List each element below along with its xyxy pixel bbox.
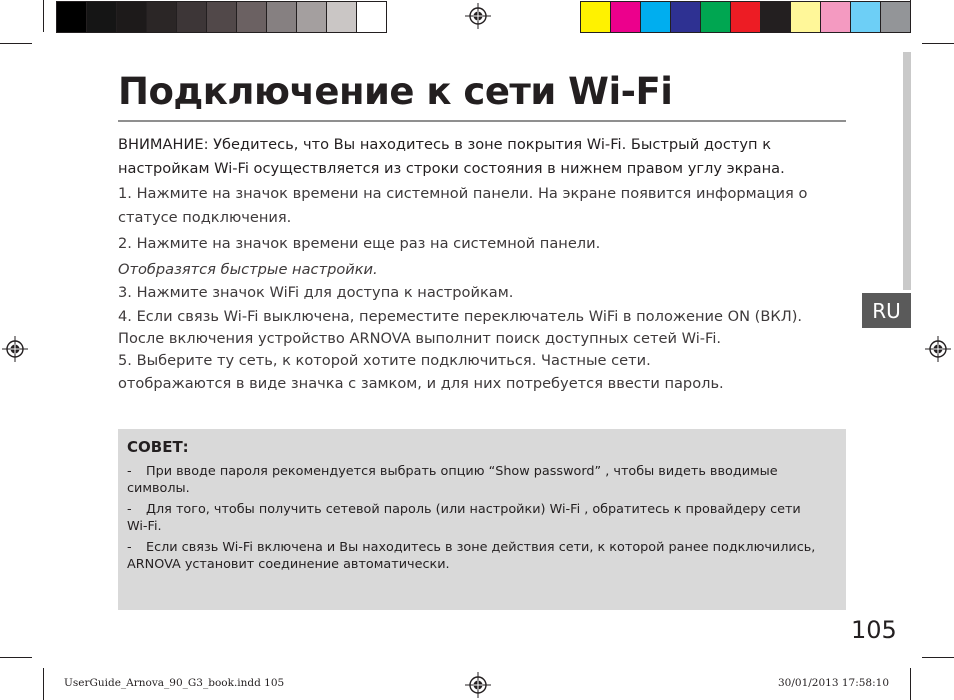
color-swatch [357, 2, 386, 32]
registration-mark-icon [925, 336, 951, 362]
crop-mark [910, 0, 911, 32]
step-1-line-2: статусе подключения. [118, 209, 292, 226]
color-swatch [821, 2, 851, 32]
color-swatch [881, 2, 910, 32]
page-number: 105 [851, 616, 897, 644]
warning-line-2: настройкам Wi-Fi осуществляется из строки состояния в нижнем правом углу экрана. [118, 160, 785, 177]
step-2: 2. Нажмите на значок времени еще раз на системной панели. [118, 235, 601, 252]
crop-mark [43, 0, 44, 32]
color-swatch [791, 2, 821, 32]
color-swatch [117, 2, 147, 32]
crop-mark [43, 668, 44, 700]
tip-item-3-line-2: ARNOVA установит соединение автоматически. [127, 557, 450, 572]
color-swatch [641, 2, 671, 32]
page-title: Подключение к сети Wi-Fi [118, 70, 673, 113]
crop-mark [0, 657, 32, 658]
color-swatch [147, 2, 177, 32]
tip-item-2-line-1 [127, 501, 843, 518]
color-swatch [297, 2, 327, 32]
color-swatch [671, 2, 701, 32]
registration-mark-icon [465, 3, 491, 29]
color-swatch [267, 2, 297, 32]
crop-mark [0, 43, 32, 44]
color-swatch [57, 2, 87, 32]
step-5-line-1: 5. Выберите ту сеть, к которой хотите подключиться. Частные сети. [118, 352, 651, 369]
side-thumb-strip [903, 52, 911, 290]
step-2-note: Отобразятся быстрые настройки. [118, 261, 378, 278]
step-5-line-2: отображаются в виде значка с замком, и для них потребуется ввести пароль. [118, 375, 724, 392]
color-swatch [611, 2, 641, 32]
tip-item-1-line-1 [127, 463, 843, 480]
language-tab: RU [862, 293, 911, 328]
crop-mark [922, 657, 954, 658]
step-4-line-1: 4. Если связь Wi-Fi выключена, переместите переключатель WiFi в положение ON (ВКЛ). [118, 308, 803, 325]
registration-mark-icon [465, 672, 491, 698]
color-swatch [731, 2, 761, 32]
tip-item-1-line-2: символы. [127, 481, 190, 496]
tip-item-3-line-1 [127, 539, 843, 556]
tip-item-1-text: При вводе пароля рекомендуется выбрать опцию “Show password” , чтобы видеть вводимые [146, 464, 778, 479]
tip-item-2-line-2: Wi-Fi. [127, 519, 162, 534]
title-rule [118, 120, 846, 122]
color-swatch [581, 2, 611, 32]
tip-title: СОВЕТ: [127, 438, 189, 456]
color-swatch [177, 2, 207, 32]
color-swatch [87, 2, 117, 32]
step-3: 3. Нажмите значок WiFi для доступа к настройкам. [118, 284, 514, 301]
tip-dash: - [127, 502, 132, 517]
color-swatch [327, 2, 357, 32]
color-swatch [851, 2, 881, 32]
greyscale-color-bar [56, 1, 387, 33]
tip-item-3-text: Если связь Wi-Fi включена и Вы находитесь в зоне действия сети, к которой ранее подключились, [146, 540, 816, 555]
warning-line-1: ВНИМАНИЕ: Убедитесь, что Вы находитесь в зоне покрытия Wi-Fi. Быстрый доступ к [118, 136, 772, 153]
step-4-line-2: После включения устройство ARNOVA выполнит поиск доступных сетей Wi-Fi. [118, 330, 722, 347]
tip-item-2-text: Для того, чтобы получить сетевой пароль (или настройки) Wi-Fi , обратитесь к провайдеру сети [146, 502, 801, 517]
crop-mark [922, 43, 954, 44]
color-swatch [207, 2, 237, 32]
color-swatch [761, 2, 791, 32]
crop-mark [910, 668, 911, 700]
process-color-bar [580, 1, 911, 33]
registration-mark-icon [2, 336, 28, 362]
color-swatch [701, 2, 731, 32]
tip-dash: - [127, 540, 132, 555]
footer-file-info: UserGuide_Arnova_90_G3_book.indd 105 [64, 677, 285, 689]
color-swatch [237, 2, 267, 32]
tip-dash: - [127, 464, 132, 479]
step-1-line-1: 1. Нажмите на значок времени на системной панели. На экране появится информация о [118, 185, 808, 202]
footer-timestamp: 30/01/2013 17:58:10 [778, 677, 890, 689]
